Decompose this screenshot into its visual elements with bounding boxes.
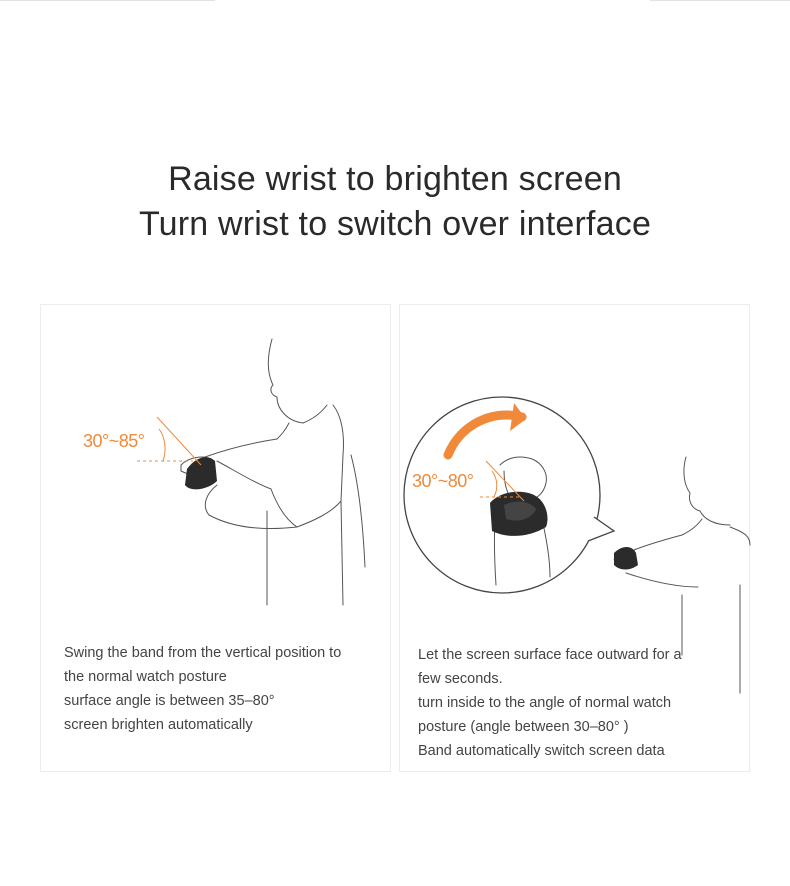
caption-line: screen brighten automatically (64, 717, 253, 733)
top-divider-left (0, 0, 215, 1)
raise-wrist-illustration (41, 305, 392, 635)
headline-line-2: Turn wrist to switch over interface (138, 205, 652, 243)
caption-line: Let the screen surface face outward for a (418, 647, 682, 663)
caption-raise-wrist (64, 641, 341, 737)
caption-line: turn inside to the angle of normal watch (418, 695, 672, 711)
top-divider-right (650, 0, 790, 1)
small-band-on-wrist (614, 547, 638, 570)
angle-indicator-lines (137, 417, 201, 465)
zoomed-band (490, 492, 548, 536)
raise-wrist-hand (181, 457, 217, 489)
caption-line: Swing the band from the vertical position to (64, 645, 342, 661)
caption-line: Band automatically switch screen data (418, 743, 665, 759)
caption-turn-wrist (418, 643, 682, 763)
caption-line: posture (angle between 30–80° ) (418, 719, 629, 735)
panel-raise-wrist (40, 304, 391, 772)
angle-label-raise: 30°~85° (83, 431, 145, 451)
panel-turn-wrist (399, 304, 750, 772)
headline-line-1: Raise wrist to brighten screen (168, 160, 622, 198)
angle-label-turn: 30°~80° (412, 471, 474, 491)
caption-line: few seconds. (418, 671, 503, 687)
caption-line: surface angle is between 35–80° (64, 693, 275, 709)
caption-line: the normal watch posture (64, 669, 227, 685)
